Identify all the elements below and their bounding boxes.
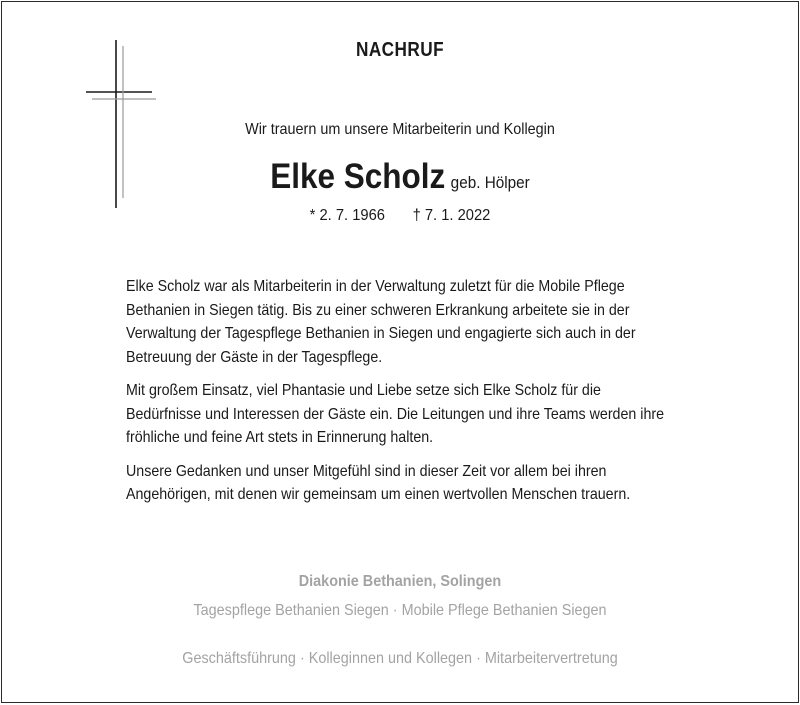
birth-date: * 2. 7. 1966 [309,207,385,224]
paragraph: Elke Scholz war als Mitarbeiterin in der Verwaltung zuletzt für die Mobile Pflege Bethanien in Siegen tätig. Bis zu einer schweren Erkrankung arbeitete sie in der Verwaltung der Tagespflege Bethanien in Siegen und engagierte sich auch in der Betreuung der Gäste in der Tagespflege. [126,278,636,366]
life-dates [34,207,766,225]
paragraph: Mit großem Einsatz, viel Phantasie und Liebe setze sich Elke Scholz für die Bedürfnisse und Interessen der Gäste ein. Die Leitungen und ihre Teams werden ihre fröhliche und feine Art stets in Erinnerung halten. [126,382,665,446]
obituary-notice [1,1,799,703]
death-date: † 7. 1. 2022 [412,207,491,224]
paragraph: Unsere Gedanken und unser Mitgefühl sind in dieser Zeit vor allem bei ihren Angehörigen, mit denen wir gemeinsam um einen wertvollen Menschen trauern. [126,462,631,503]
intro-line: Wir trauern um unsere Mitarbeiterin und Kollegin [245,121,555,138]
organization-units: Tagespflege Bethanien Siegen · Mobile Pflege Bethanien Siegen [193,602,607,619]
obituary-text [126,275,678,517]
deceased-name: Elke Scholz [270,157,446,196]
page-title: NACHRUF [355,39,445,61]
organization-name: Diakonie Bethanien, Solingen [298,573,502,590]
signers-line: Geschäftsführung · Kolleginnen und Kollegen · Mitarbeitervertretung [182,650,618,667]
deceased-name-line [42,157,758,197]
maiden-name: geb. Hölper [450,173,530,192]
